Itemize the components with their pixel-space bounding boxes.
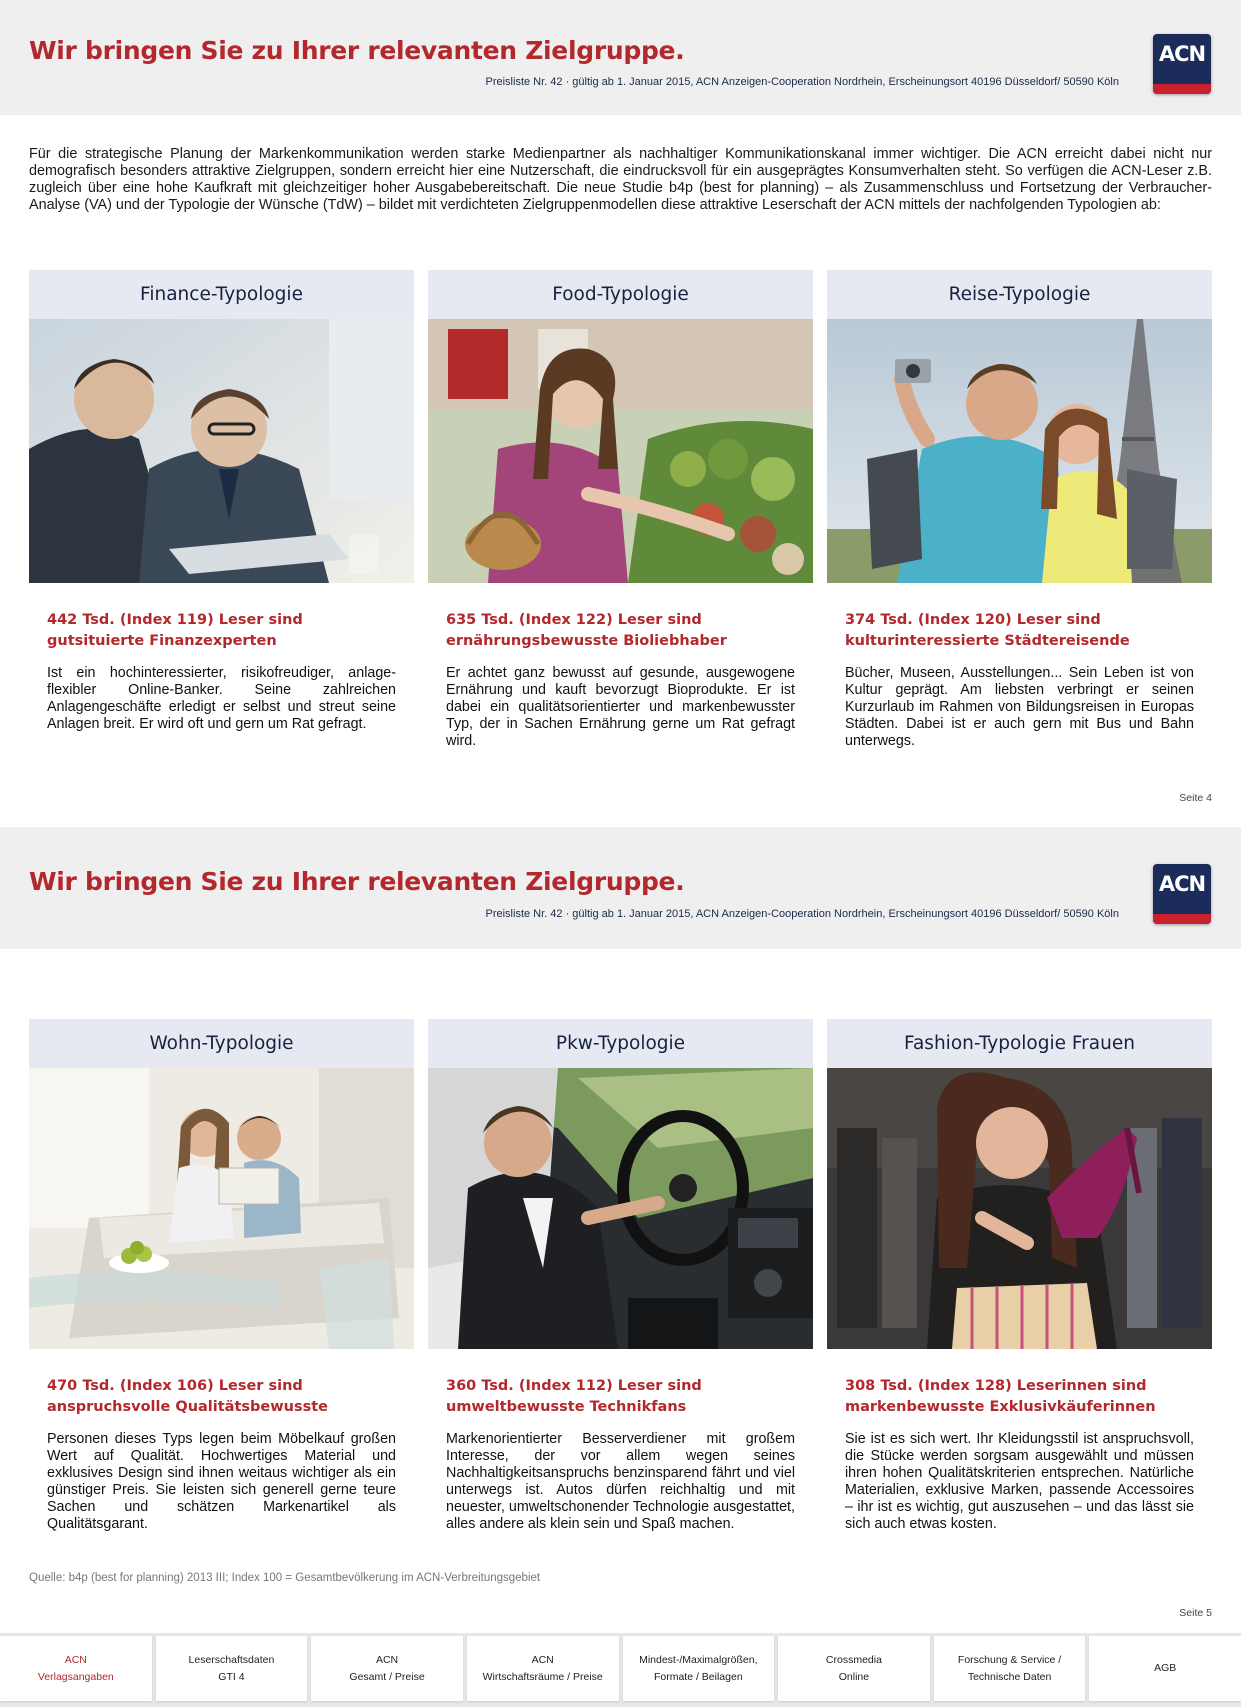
acn-logo	[1153, 864, 1211, 924]
stat-line-2: umweltbewusste Technikfans	[446, 1399, 687, 1415]
stat-line-1: 374 Tsd. (Index 120) Leser sind	[845, 612, 1101, 628]
nav-item-line-2: Online	[838, 1670, 870, 1683]
card-stat	[845, 1376, 1194, 1418]
card-living	[29, 1019, 414, 1533]
stat-line-2: kulturinteressierte Städtereisende	[845, 633, 1130, 649]
page-headline: Wir bringen Sie zu Ihrer relevanten Zielgruppe.	[29, 867, 685, 896]
card-finance	[29, 270, 414, 733]
page-headline: Wir bringen Sie zu Ihrer relevanten Zielgruppe.	[29, 36, 685, 65]
food-photo	[428, 319, 813, 583]
stat-line-2: markenbewusste Exklusivkäuferinnen	[845, 1399, 1156, 1415]
intro-paragraph: Für die strategische Planung der Markenkommunikation werden starke Medienpartner als nachhaltiger Kommunikationskanal immer wichtiger. Die ACN erreicht dabei nicht nur demografisch besonders attraktive Zielgruppen, sondern erreicht hier eine Nutzerschaft, die eindrucksvoll für ein ausgeprägtes Konsumverhalten steht. So verfügen die ACN-Leser z.B. zugleich über eine hohe Kaufkraft mit gleichzeitiger hoher Ausgabebereitschaft. Die neue Studie b4p (best for planning) – als Zusammenschluss und Fortsetzung der Verbraucher-Analyse (VA) und der Typologie der Wünsche (TdW) – bildet mit verdichteten Zielgruppenmodellen diese attraktive Leserschaft der ACN mittels der nachfolgenden Typologien ab:	[29, 146, 1212, 213]
nav-item-line-1: Mindest-/Maximalgrößen,	[639, 1653, 758, 1666]
acn-logo-text: ACN	[1158, 42, 1206, 66]
stat-line-2: ernährungsbewusste Bioliebhaber	[446, 633, 727, 649]
fashion-photo	[827, 1068, 1212, 1349]
nav-item-line-2: Wirtschaftsräume / Preise	[482, 1670, 603, 1683]
stat-line-1: 308 Tsd. (Index 128) Leserinnen sind	[845, 1378, 1147, 1394]
card-food	[428, 270, 813, 750]
page-number: Seite 4	[1179, 792, 1212, 804]
travel-photo	[827, 319, 1212, 583]
nav-item-line-2: Verlagsangaben	[37, 1670, 114, 1683]
nav-item-line-1: Forschung & Service /	[957, 1653, 1062, 1666]
price-list-subline: Preisliste Nr. 42 · gültig ab 1. Januar 2015, ACN Anzeigen-Cooperation Nordrhein, Erscheinungsort 40196 Düsseldorf/ 50590 Köln	[485, 908, 1119, 920]
nav-item-forschung-service[interactable]	[934, 1636, 1086, 1701]
card-description: Personen dieses Typs legen beim Möbelkauf großen Wert auf Qualität. Hochwertiges Material und exklusives Design sind ihnen weitaus wichtiger als ein günstiger Preis. Sie leisten sich generell gerne teure Sachen und schätzen Markenartikel als Qualitätsgarant.	[47, 1431, 396, 1532]
card-fashion	[827, 1019, 1212, 1533]
bottom-nav	[0, 1633, 1241, 1707]
card-stat	[47, 1376, 396, 1418]
card-description: Ist ein hochinteressierter, risikofreudiger, anlage-flexibler Online-Banker. Seine zahlreichen Anlagengeschäfte erledigt er selbst und streut seine Anlagen breit. Er wird oft und gern um Rat gefragt.	[47, 665, 396, 732]
nav-item-wirtschaftsraeume[interactable]	[467, 1636, 619, 1701]
card-car	[428, 1019, 813, 1533]
card-stat	[845, 610, 1194, 652]
nav-item-crossmedia[interactable]	[778, 1636, 930, 1701]
card-title: Fashion-Typologie Frauen	[827, 1019, 1212, 1068]
nav-item-agb[interactable]	[1089, 1636, 1241, 1701]
card-title: Pkw-Typologie	[428, 1019, 813, 1068]
nav-item-line-2: GTI 4	[218, 1670, 245, 1683]
nav-item-line-1: ACN	[375, 1653, 399, 1666]
card-travel	[827, 270, 1212, 750]
card-title: Wohn-Typologie	[29, 1019, 414, 1068]
nav-item-line-1: Leserschaftsdaten	[188, 1653, 275, 1666]
stat-line-2: anspruchsvolle Qualitätsbewusste	[47, 1399, 328, 1415]
card-stat	[446, 610, 795, 652]
acn-logo-bar	[1153, 914, 1211, 924]
acn-logo-text: ACN	[1158, 872, 1206, 896]
card-description: Bücher, Museen, Ausstellungen... Sein Leben ist von Kultur geprägt. Am liebsten verbringt er seinen Kurzurlaub im Rahmen von Bildungsreisen in Europas Städten. Dabei ist er auch gern mit Bus und Bahn unterwegs.	[845, 665, 1194, 749]
nav-item-line-1: Crossmedia	[825, 1653, 882, 1666]
card-title: Food-Typologie	[428, 270, 813, 319]
stat-line-1: 442 Tsd. (Index 119) Leser sind	[47, 612, 303, 628]
stat-line-2: gutsituierte Finanzexperten	[47, 633, 277, 649]
nav-item-leserschaftsdaten[interactable]	[156, 1636, 308, 1701]
nav-item-line-2: Gesamt / Preise	[349, 1670, 425, 1683]
nav-item-formate-beilagen[interactable]	[623, 1636, 775, 1701]
card-description: Sie ist es sich wert. Ihr Kleidungsstil ist anspruchsvoll, die Stücke werden sorgsam ausgewählt und müssen ihren hohen Qualitätskriterien entsprechen. Natürliche Materialien, exklusive Marken, passende Accessoires – ihr ist es wichtig, gut auszusehen – und das lässt sie sich auch etwas kosten.	[845, 1431, 1194, 1532]
nav-item-gesamt-preise[interactable]	[311, 1636, 463, 1701]
acn-logo	[1153, 34, 1211, 94]
page-header-5	[0, 827, 1241, 949]
stat-line-1: 360 Tsd. (Index 112) Leser sind	[446, 1378, 702, 1394]
nav-item-line-1: ACN	[64, 1653, 87, 1666]
card-description: Markenorientierter Besserverdiener mit großem Interesse, der vor allem wegen seines Nachhaltigkeitsanspruchs benzinsparend fährt und viel unterwegs ist. Autos dürfen reichhaltig und mit neuester, umweltschonender Technologie ausgestattet, alles andere als klein sein und Spaß machen.	[446, 1431, 795, 1532]
card-title: Finance-Typologie	[29, 270, 414, 319]
car-photo	[428, 1068, 813, 1349]
page-number: Seite 5	[1179, 1607, 1212, 1619]
nav-item-verlagsangaben[interactable]	[0, 1636, 152, 1701]
nav-item-line-2: Formate / Beilagen	[653, 1670, 743, 1683]
card-stat	[446, 1376, 795, 1418]
card-description: Er achtet ganz bewusst auf gesunde, ausgewogene Ernährung und kauft bevorzugt Bioprodukte. Er ist dabei ein qualitätsorientierter und markenbewusster Typ, der in Sachen Ernährung gerne um Rat gefragt wird.	[446, 665, 795, 749]
stat-line-1: 635 Tsd. (Index 122) Leser sind	[446, 612, 702, 628]
source-note: Quelle: b4p (best for planning) 2013 III; Index 100 = Gesamtbevölkerung im ACN-Verbreitungsgebiet	[29, 1572, 541, 1584]
stat-line-1: 470 Tsd. (Index 106) Leser sind	[47, 1378, 303, 1394]
price-list-subline: Preisliste Nr. 42 · gültig ab 1. Januar 2015, ACN Anzeigen-Cooperation Nordrhein, Erscheinungsort 40196 Düsseldorf/ 50590 Köln	[485, 76, 1119, 88]
nav-item-line-1: AGB	[1154, 1662, 1177, 1674]
page-header-4	[0, 0, 1241, 115]
acn-logo-bar	[1153, 84, 1211, 94]
nav-item-line-1: ACN	[531, 1653, 554, 1666]
card-title: Reise-Typologie	[827, 270, 1212, 319]
card-stat	[47, 610, 396, 652]
finance-photo	[29, 319, 414, 583]
nav-item-line-2: Technische Daten	[967, 1670, 1052, 1683]
living-photo	[29, 1068, 414, 1349]
